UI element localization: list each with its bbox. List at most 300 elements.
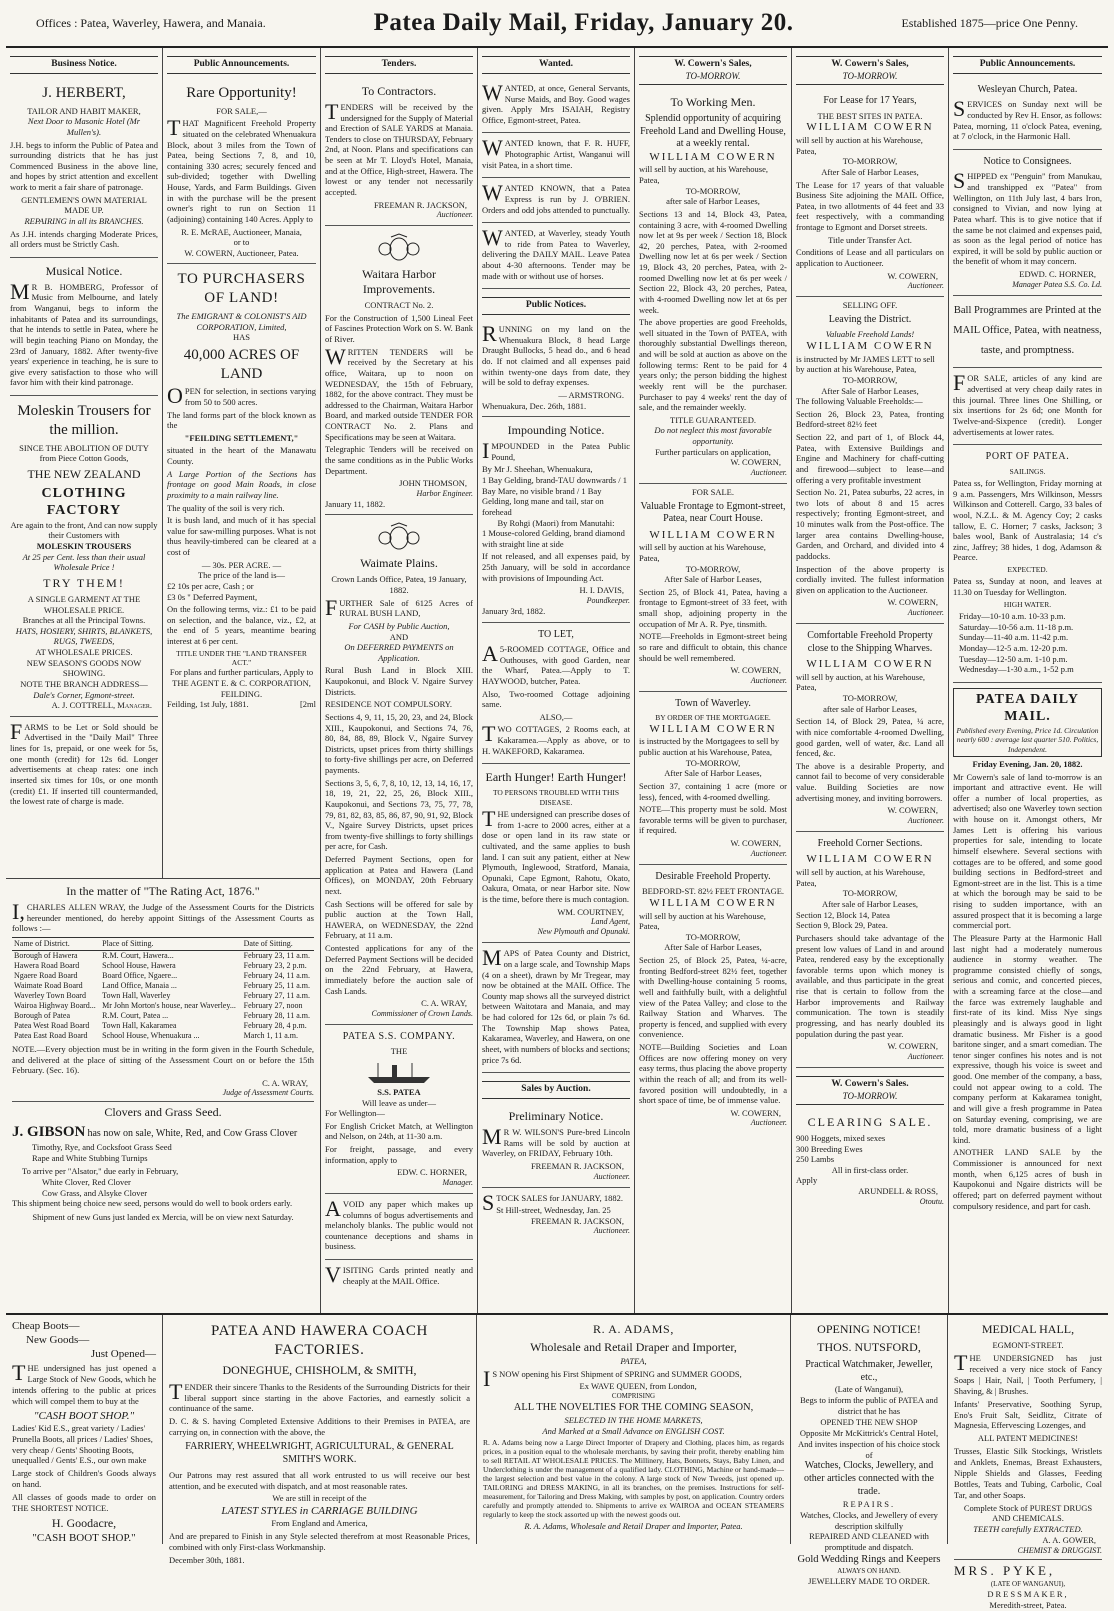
wanted-ad <box>482 178 630 223</box>
instructed: is instructed by Mr JAMES LETT to sell by auction at his Warehouse, Patea, <box>796 353 935 375</box>
working-men-ad <box>639 89 787 484</box>
rating-cell: Town Hall, Kakaramea <box>102 1020 177 1030</box>
sections-deferred: Sections 4, 9, 11, 15, 20, 23, and 24, Block XIII., Kaupokonui, and Sections 74, 76, 80, 84, 88, 89, Block V., Ngaire Survey Districts, upset prices from thirty shillings to forty-five shillings per acre, on Deferred payments. <box>325 711 473 775</box>
cowern-sign: W. COWERN, <box>887 1041 938 1052</box>
auctioneer-role: Auctioneer. <box>907 281 944 291</box>
wholesale-prices: AT WHOLESALE PRICES. <box>35 647 133 657</box>
rating-row <box>12 1031 314 1041</box>
coach-ds: D. C. & S. having Completed Extensive Additions to their Premises in PATEA, are carrying on, in connection with the above, the <box>169 1416 470 1438</box>
wc-body: will sell by auction at his Warehouse, Patea, <box>639 542 766 563</box>
adams-trade: Wholesale and Retail Draper and Importer, <box>530 1340 737 1355</box>
column-heading: Wanted. <box>482 56 630 74</box>
cowern-sign: W. COWERN, <box>730 665 781 676</box>
medical-body: THE UNDERSIGNED has just received a very nice stock of Fancy Soaps | Hair, Nail, | Tooth Perfumery, | Shaving, & | Brushes. <box>954 1350 1102 1396</box>
william-cowern: WILLIAM COWERN <box>649 722 777 735</box>
medical-trusses: Trusses, Elastic Silk Stockings, Wristlets and Anklets, Enemas, Breast Exhausters, Nipple Shields and Glasses, Feeding Bottles, Teats and Tubing, Carbolic, Coal Tar, and other Soaps. <box>954 1446 1102 1500</box>
tomorrow: TO-MORROW, <box>842 693 898 703</box>
coach-date: December 30th, 1881. <box>169 1555 245 1566</box>
working-heading: To Working Men. <box>670 95 756 110</box>
tomorrow: TO-MORROW, <box>685 185 741 196</box>
rating-col-header: Date of Sitting. <box>242 937 314 950</box>
factory-heading: CLOTHING FACTORY <box>41 485 127 519</box>
coach-finish: And are prepared to Finish in any Style selected therefrom at most Reasonable Prices, combined with only First-class Workmanship. <box>169 1531 470 1553</box>
following: The following Valuable Freeholds:— <box>796 396 923 407</box>
jackson-sign: FREEMAN R. JACKSON, <box>530 1160 624 1171</box>
high-water-row: Monday—12-5 a.m. 12-20 p.m. <box>959 642 1068 653</box>
purchasers: Purchasers should take advantage of the present low values of Land in and around Patea, rendered easy by the exceptionally favorable terms upon which money is available, and thus participate in the great rise that is certain to follow from the Harbor improvements and Railway communication. The town is steadily progressing, and has nearly doubled its population during the past year. <box>796 932 944 1039</box>
moleskin-heading: Moleskin Trousers for the million. <box>17 403 151 438</box>
impound-unless: If not released, and all expenses paid, by 25th January, will be sold in accordance with provisions of Impounding Act. <box>482 551 630 583</box>
impound-list: 1 Bay Gelding, brand-TAU downwards / 1 Bay Mare, no visible brand / 1 Bay Gelding, long mane and tail, star on forehead <box>482 475 627 517</box>
wray-role: Judge of Assessment Courts. <box>222 1088 314 1098</box>
leave: Will leave as under— <box>361 1097 436 1108</box>
cowern-sign: W. COWERN, <box>730 457 781 468</box>
contract-no: CONTRACT No. 2. <box>364 300 434 311</box>
ball-body: Ball Programmes are Printed at the MAIL Office, Patea, with neatness, taste, and promptness. <box>953 304 1102 356</box>
running-notice <box>482 319 630 417</box>
sailings-body: Patea ss, for Wellington, Friday morning at 9 a.m. Passengers, Mrs Wilkinson, Messrs Wilkinson and Cotterell. Cargo, 33 bales of wool, N.Z.L. & M. Agency Coy; 2 casks tallow, E. C. Horner; 7 casks, Jackson; 3 bales wool, Bank of Australasia; 14 c's zinc, Jaffrey; 38 hides, 1 dog, Adamson & Pearce. <box>953 478 1102 563</box>
wanted-body: WANTED, at once, General Servants, Nurse Maids, and Boy. Good wages given. Apply Mrs ISAIAH, Registry Office, Egmont-street, Patea. <box>482 79 630 125</box>
maps-ad <box>482 943 630 1073</box>
persons: TO PERSONS TROUBLED WITH THIS DISEASE. <box>492 788 620 807</box>
mail-name: PATEA DAILY MAIL. <box>976 691 1079 725</box>
medical-infants: Infants' Preservative, Soothing Syrup, Eno's Fruit Salt, Seidlitz, Citrate of Magnesia, Effervescing Lozenges, and <box>954 1398 1102 1431</box>
instructed: is instructed by the Mortgagees to sell by public auction at his Warehouse, Patea, <box>639 736 779 757</box>
inspection: Inspection of the above property is cordially invited. The fullest information given on application to the Auctioneer. <box>796 563 944 595</box>
cowern-heading: W. Cowern's Sales, <box>674 59 752 69</box>
poundkeeper-role: Poundkeeper. <box>586 595 630 605</box>
auctioneer-role: Auctioneer. <box>750 848 787 858</box>
contractors-ad <box>325 78 473 226</box>
editorial-para: The Pleasure Party at the Harmonic Hall last night had a moderately numerous audience in stormy weather. The programme consisted chiefly of songs, serious and comic, and concerted pieces, with a screaming farce at the close—and the farce was extremely laughable and first-rate of its kind. Miss Nye sings pleasingly and is always good in light dramatic business. Mr Fisher is a good baritone singer, and a smart comedian. The tenor singer confines his notes and is not expressive, though his voice is sweet and good. One member of the company, a bass, could not appear owing to a cold. The company perform at Kakaramea tonight, and will give a fresh programme in Patea on Saturday evening, comprising, we are told, more dramatic business of a light kind. <box>953 932 1102 1145</box>
editorial <box>953 683 1102 1218</box>
title-guaranteed: TITLE GUARANTEED. <box>670 414 756 425</box>
gibson-item: Timothy, Rye, and Cocksfoot Grass Seed <box>32 1142 172 1153</box>
nutsford-name: THOS. NUTSFORD, <box>817 1340 921 1355</box>
nutsford-made: JEWELLERY MADE TO ORDER. <box>808 1575 930 1586</box>
waverley-ad <box>639 692 787 865</box>
hunger-body: THE undersigned can prescribe doses of from 1-acre to 2000 acres, either at a dose or open land in its raw state or cultivated, and the same applies to bush land. I can suit any patient, either at New Plymouth, Inglewood, Stratford, Manaia, Opunaki, Cape Egmont, Rahotu, Okato, Oakura, Omata, or near Harbor site. Now is the time, before there is much contagion. <box>482 806 630 904</box>
ss-patea: S.S. PATEA <box>377 1086 421 1097</box>
gibson-has: has now on sale, White, Red, and Cow Grass Clover <box>87 1128 298 1140</box>
adams-opening: IS NOW opening his First Shipment of SPRING and SUMMER GOODS, <box>483 1365 742 1391</box>
ss-company-ad <box>325 1025 473 1194</box>
adams-novelties: ALL THE NOVELTIES FOR THE COMING SEASON, <box>513 1402 754 1414</box>
left-block <box>6 48 321 1313</box>
deferred-open: Deferred Payment Sections, open for application at Patea and Hawera (Land Offices), on MONDAY, 20th February next. <box>325 854 473 896</box>
title-act: TITLE UNDER THE "LAND TRANSFER ACT." <box>176 648 307 667</box>
rating-table <box>12 937 314 1041</box>
herbert-name: J. HERBERT, <box>42 84 126 101</box>
best-sites: THE BEST SITES IN PATEA. <box>817 110 923 121</box>
moleskin-price: At 25 per Cent. less than their usual Wholesale Price ! <box>22 551 146 573</box>
rating-cell: February 24, 11 a.m. <box>243 970 311 980</box>
bedford: BEDFORD-ST. 82½ FEET FRONTAGE. <box>641 886 785 897</box>
rating-col-header: Place of Sitting. <box>100 937 242 950</box>
column-tenders <box>321 48 478 1313</box>
william-cowern: WILLIAM COWERN <box>649 150 777 163</box>
auctioneer-role: Auctioneer. <box>436 210 473 220</box>
rating-cell: March 1, 11 a.m. <box>243 1030 299 1040</box>
services: SERVICES on Sunday next will be conducted by Rev H. Ensor, as follows: Patea, morning, 11 o'clock Patea, evening, at 7 o'clock, in the Harmonic Hall. <box>953 96 1102 142</box>
waverley-heading: Town of Waverley. <box>675 697 751 709</box>
for-sale: FOR SALE. <box>691 486 735 497</box>
s12: Section 12, Block 14, Patea <box>796 909 890 920</box>
wanted-body: WANTED known, that F. R. HUFF, Photographic Artist, Wanganui will visit Patea, in a short time. <box>482 135 630 170</box>
rural-land: Rural Bush Land in Block XIII. Kaupokonui, and Block V. Ngaire Survey Districts. <box>325 665 473 697</box>
clearing-item: 250 Lambs <box>796 1154 835 1165</box>
running-body: RUNNING on my land on the Whenuakura Block, 8 head Large Draught Bullocks, 5 head do., and 6 head do. If not claimed and all expenses paid within twenty-one days from date, they will be sold to defray expenses. <box>482 321 630 388</box>
conditions: Conditions of Lease and all particulars on application to Auctioneer. <box>796 247 944 268</box>
two-cottages: TWO COTTAGES, 2 Rooms each, at Kakaramea.—Apply as above, or to H. WAKEFORD, Kakaramea. <box>482 721 630 756</box>
after-sale: after sale of Harbor Leases, <box>666 196 760 207</box>
the: THE <box>390 1046 408 1057</box>
comfortable-heading: Comfortable Freehold Property close to the Shipping Wharves. <box>807 630 933 654</box>
consignees-notice <box>953 150 1102 296</box>
consignees-heading: Notice to Consignees. <box>983 155 1072 167</box>
cash-sections: Cash Sections will be offered for sale by public auction at the Town Hall, HAWERA, on WEDNESDAY, the 22nd February, at 11 a.m. <box>325 898 473 941</box>
tomorrow: TO-MORROW, <box>842 888 898 899</box>
by-order: BY ORDER OF THE MORTGAGEE. <box>655 713 771 723</box>
wc-body: will sell by auction at his Warehouse, Patea, <box>639 910 766 932</box>
terms: On the following terms, viz.: £1 to be paid on selection, and the balance, viz., £2, at the end of 5 years, meantime bearing interest at 6 per cent. <box>167 604 316 646</box>
gibson-name: J. GIBSON <box>12 1124 86 1141</box>
cowern-heading: W. Cowern's Sales, <box>831 59 909 69</box>
stock-sales <box>482 1188 630 1242</box>
wilson-body: MR W. WILSON'S Pure-bred Lincoln Rams will be sold by auction at Waverley, on FRIDAY, February 10th. <box>482 1124 630 1159</box>
price-cash: £2 10s per acre, Cash ; or <box>167 580 254 591</box>
horner-sign: EDW. C. HORNER, <box>397 1167 467 1178</box>
gibson-item: Rape and White Stubbing Turnips <box>32 1152 148 1163</box>
nutsford-late: (Late of Wanganui), <box>834 1384 904 1395</box>
moleskin-ad <box>10 396 158 717</box>
maps-body: MAPS of Patea County and District, on a large scale, and Township Maps (4 on a sheet), drawn by Mr Tregear, may now be obtained at the MAIL Office. The County map shows all the surveyed district between Waitotara and Manaia, and may be had colored for 12s 6d, or plain 7s 6d. The Township Map shows Patea, Kakaramea, Waverley, and Hawera, on one sheet, with numbers of blocks and sections; price 7s 6d. <box>482 945 631 1065</box>
coach-receipt: We are still in receipt of the <box>272 1493 367 1504</box>
high-water-row: Wednesday—1-30 a.m., 1-52 p.m <box>959 664 1074 675</box>
high-water-list <box>953 611 1102 675</box>
adams-marked: And Marked at a Small Advance on ENGLISH COST. <box>542 1425 725 1436</box>
written-tenders: WRITTEN TENDERS will be received by the Secretary at his office, Waitara, up to noon on WEDNESDAY, the 15th of February, 1882, for the above contract. They must be addressed to the Chairman, Waitara Harbor Board, and marked outside TENDER FOR CONTRACT No. 2. Plans and Specifications may be seen at Waitara. <box>325 343 473 442</box>
rating-cell: Mr John Morton's house, near Waverley... <box>102 1000 236 1010</box>
rating-header-row <box>12 937 314 950</box>
offices-line: Offices : Patea, Waverley, Hawera, and Manaia. <box>36 15 266 30</box>
auction-heading: Sales by Auction. <box>482 1081 630 1099</box>
william-cowern: WILLIAM COWERN <box>806 658 934 670</box>
wc-body: will sell by auction, at his Warehouse, Patea, <box>796 867 925 888</box>
wanted-ad <box>482 133 630 178</box>
adams-selected: SELECTED IN THE HOME MARKETS, <box>564 1414 703 1425</box>
column-heading: Public Announcements. <box>953 56 1102 74</box>
forsale-body: FOR SALE, articles of any kind are advertised at very cheap daily rates in this journal. Three lines One Shilling, or six insertions for 2s 6d; one Month for Twelve-and-Sixpence (credit). Longer advertisements at lower rates. <box>953 370 1102 437</box>
rating-rows <box>12 950 314 1041</box>
impound-heading: Impounding Notice. <box>507 423 605 438</box>
medical-complete: Complete Stock of PUREST DRUGS AND CHEMICALS. <box>963 1502 1093 1524</box>
adams-body: R. A. Adams being now a Large Direct Importer of Drapery and Clothing, places him, as regards prices, in a position equal to the wholesale merchants, by saving their profit, thereby enabling him to sell RETAIL AT WHOLESALE PRICES. The Millinery, Hats, Bonnets, Stays, Baby Linen, and Underclothing is under the management of a qualified lady. CLOTHING, Machine or hand-made—the largest selection and best value in the colony. A large stock of New Tweeds, just opened up. TAILORING and DRESS MAKING, in all its branches, on the premises. Instructions for self-measurement, for Tailoring and Dress Making, with samples by post, on application. Country orders carefully and promptly attended to. Shipments to arrive ex WAIROA and OCEAN STEAMERS regularly to keep the stock assorted up with the newest goods out. <box>483 1438 784 1520</box>
music-heading: Musical Notice. <box>45 263 123 278</box>
note: NOTE—Freeholds in Egmont-street being so rare and difficult to obtain, this chance should be well remembered. <box>639 631 787 663</box>
above-properties: The above properties are good Freeholds, well situated in the Town of PATEA, with thoroughly substantial Dwellings thereon, and will be sold at auction as above on the following terms: Rent to be paid for 4 years only; the person bidding the highest weekly rent will be the purchaser. Purchaser to pay 4 weeks' rent the day of sale, and the remainder weekly. <box>639 317 787 413</box>
corner-ad <box>796 832 944 1068</box>
boots-line2: New Goods— <box>26 1334 90 1347</box>
rating-cell: February 28, 4 p.m. <box>243 1020 307 1030</box>
nutsford-repaired: REPAIRED AND CLEANED with promptitude and dispatch. <box>809 1531 929 1553</box>
section-item: Section 26, Block 23, Patea, fronting Bedford-street 82½ feet <box>796 408 944 430</box>
medical-teeth: TEETH carefully EXTRACTED. <box>973 1524 1083 1535</box>
coach-from: From England and America, <box>271 1518 368 1529</box>
rating-cell: Town Hall, Waverley <box>102 990 171 1000</box>
avoid-body: AVOID any paper which makes up columns of bogus advertisements and melancholy blanks. The public would not countenance deceptions and shams in business. <box>325 1195 473 1252</box>
moleskin-since: SINCE THE ABOLITION OF DUTY from Piece Cotton Goods, <box>19 442 149 464</box>
jackson-sign: FREEMAN R. JACKSON, <box>373 199 467 210</box>
avoid-ad <box>325 1194 473 1260</box>
medical-street: EGMONT-STREET. <box>992 1340 1064 1351</box>
rating-cell: School House, Whenuakura ... <box>102 1030 200 1040</box>
coach-styles: LATEST STYLES in CARRIAGE BUILDING <box>221 1505 418 1518</box>
boots-line3: Just Opened— <box>90 1348 156 1361</box>
jan11: January 11, 1882. <box>325 498 386 509</box>
church-notice <box>953 78 1102 150</box>
notices-heading: Public Notices. <box>482 297 630 315</box>
nutsford-begs: Begs to inform the public of PATEA and district that he has <box>800 1395 938 1417</box>
herbert-trade: TAILOR AND HABIT MAKER, <box>27 105 141 116</box>
mcrae: R. E. McRAE, Auctioneer, Manaia, <box>181 226 302 237</box>
rating-heading: In the matter of "The Rating Act, 1876." <box>66 884 260 898</box>
music-notice <box>10 258 158 396</box>
try-them: TRY THEM! <box>43 575 125 590</box>
rating-cell: Wairoa Highway Board... <box>14 1000 96 1010</box>
impounded: IMPOUNDED in the Patea Public Pound, <box>482 438 630 464</box>
church-heading: Wesleyan Church, Patea. <box>977 83 1078 95</box>
coach-heading: PATEA AND HAWERA COACH FACTORIES. <box>211 1323 428 1359</box>
rating-cell: Borough of Hawera <box>14 950 78 960</box>
rating-cell: Ngaere Road Board <box>14 970 78 980</box>
herbert-address: Next Door to Masonic Hotel (Mr Mullen's). <box>27 116 141 137</box>
prelim-notice <box>482 1103 630 1188</box>
section-item: Section 22, and part of 1, of Block 44, Patea, with Extensive Buildings and Engine and Machinery for chaff-cutting and firewood—subject to lease—and offering a very profitable investment <box>796 432 944 485</box>
or-to: or to <box>233 237 250 248</box>
medical-name: MEDICAL HALL, <box>981 1322 1075 1336</box>
hats-list: HATS, HOSIERY, SHIRTS, BLANKETS, RUGS, TWEEDS, <box>15 625 153 647</box>
herbert-cash: As J.H. intends charging Moderate Prices, all orders must be Strictly Cash. <box>10 228 158 250</box>
crown-office: Crown Lands Office, Patea, 19 January, 1882. <box>331 574 467 595</box>
rating-cell: Patea West Road Board <box>14 1020 90 1030</box>
visiting-body: VISITING Cards printed neatly and cheaply at the MAIL Office. <box>325 1262 473 1287</box>
ad-code: [2ml <box>299 699 316 710</box>
auctioneer-role: Auctioneer. <box>750 467 787 477</box>
cricket: For English Cricket Match, at Wellington and Nelson, on 24th, at 11-30 a.m. <box>325 1120 473 1142</box>
adams-ex: Ex WAVE QUEEN, from London, <box>579 1381 697 1392</box>
stock-line: St Hill-street, Wednesday, Jan. 25 <box>496 1205 611 1216</box>
feilding-date: Feilding, 1st July, 1881. <box>167 699 249 710</box>
nutsford-always: ALWAYS ON HAND. <box>837 1566 901 1575</box>
earth-hunger-ad <box>482 764 630 943</box>
rare-heading: Rare Opportunity! <box>186 84 297 101</box>
coat-of-arms-icon <box>325 233 473 263</box>
rating-cell: Waverley Town Board <box>14 990 86 1000</box>
column-announcements <box>163 48 320 878</box>
rating-row <box>12 981 314 991</box>
bottom-ads <box>6 1315 1108 1610</box>
to-let-ad <box>482 623 630 765</box>
column-cowern-2 <box>792 48 949 1313</box>
auctioneer-role: Auctioneer. <box>750 1118 787 1128</box>
rating-act-notice <box>6 879 320 1313</box>
wray-sign: C. A. WRAY, <box>421 998 467 1009</box>
rating-note: NOTE.—Every objection must be in writing in the form given in the Fourth Schedule, and delivered at the place of sitting of the Assessment Court on or before the 15th February. (Sec. 16). <box>12 1043 314 1076</box>
contractors-heading: To Contractors. <box>361 83 437 98</box>
auctioneer-role: Auctioneer. <box>907 1051 944 1061</box>
to-let: TO LET, <box>538 628 574 640</box>
music-body: MR B. HOMBERG, Professor of Music from Melbourne, and lately from Wanganui, begs to inform the inhabitants of Patea and its surroundings, that he intends to settle in Patea, where he will begin teaching Piano on Monday, the 23rd of January, 1882. After twenty-five years' experience in teaching, he is sure to give every satisfaction to those who will favor him with their kind patronage. <box>10 278 158 388</box>
william-cowern: WILLIAM COWERN <box>649 528 777 541</box>
column-heading: Tenders. <box>325 56 473 74</box>
boots-shop2: "CASH BOOT SHOP." <box>32 1532 136 1545</box>
tomorrow-sub: TO-MORROW. <box>685 70 741 81</box>
impounding-notice <box>482 417 630 622</box>
factory-body: Are again to the front, And can now supply their Customers with <box>10 519 158 541</box>
np-opunaki: New Plymouth and Opunaki. <box>537 927 630 937</box>
arrive-item: White Clover, Red Clover <box>42 1177 131 1187</box>
adams-name: R. A. ADAMS, <box>593 1322 674 1336</box>
leaving-heading: Leaving the District. <box>828 313 912 325</box>
arrive-item: Cow Grass, and Alsyke Clover <box>42 1187 148 1198</box>
high-water: HIGH WATER. <box>1003 599 1052 609</box>
masthead <box>6 0 1108 48</box>
corner-heading: Freehold Corner Sections. <box>817 837 923 849</box>
desirable-ad <box>639 865 787 1134</box>
single-garment: A SINGLE GARMENT AT THE WHOLESALE PRICE. <box>27 593 141 615</box>
chemist-role: CHEMIST & DRUGGIST. <box>1017 1546 1102 1556</box>
acres-heading: 40,000 ACRES OF LAND <box>183 346 300 382</box>
shipment-line: This shipment being choice new seed, persons would do well to book orders early. <box>12 1198 293 1209</box>
rating-cell: School House, Hawera <box>102 960 176 970</box>
for-wellington: For Wellington— <box>325 1108 385 1119</box>
rating-cell: Hawera Road Board <box>14 960 80 970</box>
land-forms: The land forms part of the block known as the <box>167 409 316 431</box>
nutsford-repairs: REPAIRS. <box>842 1498 896 1509</box>
cowern-sign: W. COWERN, <box>730 838 781 848</box>
william-cowern: WILLIAM COWERN <box>806 339 934 352</box>
purchasers-ad <box>167 264 316 715</box>
column-heading: Business Notice. <box>10 56 158 74</box>
nutsford-opposite: Opposite Mr McKittrick's Central Hotel, And invites inspection of his choice stock of <box>797 1427 941 1460</box>
ball-ad <box>953 296 1102 369</box>
cowern-sign: W. COWERN, <box>887 270 938 281</box>
herbert-body: J.H. begs to inform the Public of Patea and surrounding districts that he has just Commenced Business in the above line, and hopes by strict attention and excellent work to merit a fair share of patronage. <box>10 139 158 192</box>
rating-row <box>12 950 314 961</box>
nutsford-trade: Practical Watchmaker, Jeweller, etc., <box>805 1358 933 1383</box>
auctioneer-role: Auctioneer. <box>907 815 944 825</box>
editorial-para: ANOTHER LAND SALE by the Commissioner is announced for next month, when 6,125 acres of bush in Kaupokonui and Ngaire districts will be offered; part on deferred payment without compulsory residence, and part for cash. <box>953 1147 1102 1211</box>
for-cash: For CASH by Public Auction, <box>348 620 450 631</box>
sections-cash: Sections 3, 5, 6, 7, 8, 10, 12, 13, 14, 16, 17, 18, 19, 21, 22, 25, 26, Block XIII., Kaupokonui, and Sections 73, 75, 77, 78, 79, 81, 82, 83, 85, 86, 87, 90, 91, 92, Block V., Ngaire Survey Districts, upset prices from twenty-five shillings to forty shillings per acre, for Cash. <box>325 777 473 852</box>
selling-off-ad <box>796 297 944 624</box>
courtney-sign: WM. COURTNEY, <box>557 906 624 917</box>
situated: situated in the heart of the Manawatu County. <box>167 445 316 466</box>
lease-body: The Lease for 17 years of that valuable Business Site adjoining the MAIL Office, Patea, in two allotments of 44 feet and 33 feet respectively, with a commanding frontage to Egmont and Dorset streets. <box>796 179 944 232</box>
branches: Branches at all the Principal Towns. <box>22 615 146 626</box>
note: NOTE—Building Societies and Loan Offices are now offering money on very easy terms, thus placing the above property within the reach of all; and from its well-favored position will undoubtedly, in a short space of time, be of immense value. <box>639 1042 787 1106</box>
adams-ad <box>477 1315 791 1544</box>
wray-sign: C. A. WRAY, <box>262 1077 308 1088</box>
davis-sign: H. I. DAVIS, <box>579 585 624 596</box>
has: HAS <box>232 332 250 343</box>
cost: — 30s. PER ACRE. — <box>201 559 282 570</box>
william-cowern: WILLIAM COWERN <box>806 853 934 866</box>
rating-cell: Board Office, Ngaere... <box>102 970 178 980</box>
clovers-heading: Clovers and Grass Seed. <box>104 1105 222 1120</box>
note: NOTE—This property must be sold. Most favorable terms will be given to purchaser, if required. <box>639 804 787 836</box>
herbert-ad <box>10 78 158 258</box>
donot: Do not neglect this most favorable opportunity. <box>654 425 772 446</box>
emigrant-corp: The EMIGRANT & COLONIST'S AID CORPORATION, Limited, <box>176 310 307 332</box>
particulars: For plans and further particulars, Apply to <box>169 667 314 678</box>
mail-sub: Published every Evening, Price 1d. Circulation nearly 600 : average last quarter 510. Politics, Independent. <box>956 725 1099 754</box>
port-notice <box>953 445 1102 683</box>
expected: EXPECTED. <box>1007 565 1048 575</box>
arrive-line: To arrive per "Alsator," due early in February, <box>22 1166 179 1177</box>
steamship-icon <box>364 1059 434 1085</box>
desirable: The above is a desirable Property, and cannot fail to become of very considerable value. Building Societies are now advertising money, and inviting borrowers. <box>796 760 944 803</box>
coach-ad <box>163 1315 477 1566</box>
after-sale: after sale of Harbor Leases, <box>823 703 917 714</box>
agent: THE AGENT E. & C. CORPORATION, FEILDING. <box>172 678 311 699</box>
farms-ad <box>10 717 158 814</box>
for-sale: FOR SALE,— <box>216 105 267 116</box>
dale-corner: Dale's Corner, Egmont-street. <box>33 689 135 700</box>
moleskin-trousers: MOLESKIN TROUSERS <box>36 541 132 551</box>
sailings: SAILINGS. <box>1009 466 1046 476</box>
herbert-gent: GENTLEMEN'S OWN MATERIAL MADE UP. <box>21 194 147 216</box>
engineer-role: Harbor Engineer. <box>416 488 473 498</box>
waimate-ad <box>325 515 473 1024</box>
pyke-name: MRS. PYKE, <box>954 1563 1056 1579</box>
arundell-sign: ARUNDELL & ROSS, <box>858 1186 938 1196</box>
rating-cell: R.M. Court, Patea ... <box>102 1010 169 1020</box>
cottrell-sign: A. J. COTTRELL, Manager. <box>51 700 152 711</box>
nutsford-ad <box>791 1315 948 1586</box>
rating-row <box>12 961 314 971</box>
waitara-ad <box>325 226 473 515</box>
guns-line: Shipment of new Guns just landed ex Mercia, will be on view next Saturday. <box>32 1211 294 1222</box>
gower-sign: A. A. GOWER, <box>1042 1535 1096 1546</box>
port-heading: PORT OF PATEA. <box>985 451 1070 463</box>
large-portion: A Large Portion of the Sections has frontage on good Main Roads, in close proximity to a main railway line. <box>167 468 316 500</box>
column-heading <box>639 56 787 85</box>
deferred-payments: On DEFERRED PAYMENTS on Application. <box>344 642 454 663</box>
impound-by: By Rohgi (Maori) from Manutahi: <box>497 517 615 528</box>
tomorrow: TO-MORROW, <box>685 757 741 768</box>
nz-heading: THE NEW ZEALAND <box>27 466 141 481</box>
editorial-date: Friday Evening, Jan. 20, 1882. <box>972 758 1083 769</box>
branch-address: NOTE THE BRANCH ADDRESS— <box>20 678 148 689</box>
clearing-sale-ad <box>796 1109 944 1212</box>
rating-row <box>12 1011 314 1021</box>
nutsford-opening: OPENING NOTICE! <box>817 1322 921 1336</box>
tomorrow: TO-MORROW, <box>842 156 898 167</box>
column-heading <box>796 1076 944 1105</box>
section-item: Section No. 21, Patea suburbs, 22 acres, in two lots of about 8 and 15 acres respectively; fronting Egmont-street, and 10 minutes walk from the Post-office. The larger area contains Dwelling-house, Garden, and Orchard, and divided into 4 paddocks. <box>796 487 944 561</box>
stock-heading: STOCK SALES for JANUARY, 1882. <box>482 1189 623 1215</box>
wc-body: will sell by auction, at his Warehouse, Patea, <box>796 671 925 693</box>
coach-names: DONEGHUE, CHISHOLM, & SMITH, <box>222 1363 417 1378</box>
jan3: January 3rd, 1882. <box>482 605 546 616</box>
cowern-sign: W. COWERN, <box>887 597 938 608</box>
and: AND <box>389 631 409 642</box>
wanted-body: WANTED, at Waverley, steady Youth to ride from Patea to Waverley, delivering the DAILY MAIL. Leave Patea about 4-30 afternoons. Tender may be made with or without use of horses. <box>482 225 630 281</box>
pyke-dress: DRESSMAKER, <box>987 1588 1069 1599</box>
william-cowern: WILLIAM COWERN <box>649 896 777 909</box>
